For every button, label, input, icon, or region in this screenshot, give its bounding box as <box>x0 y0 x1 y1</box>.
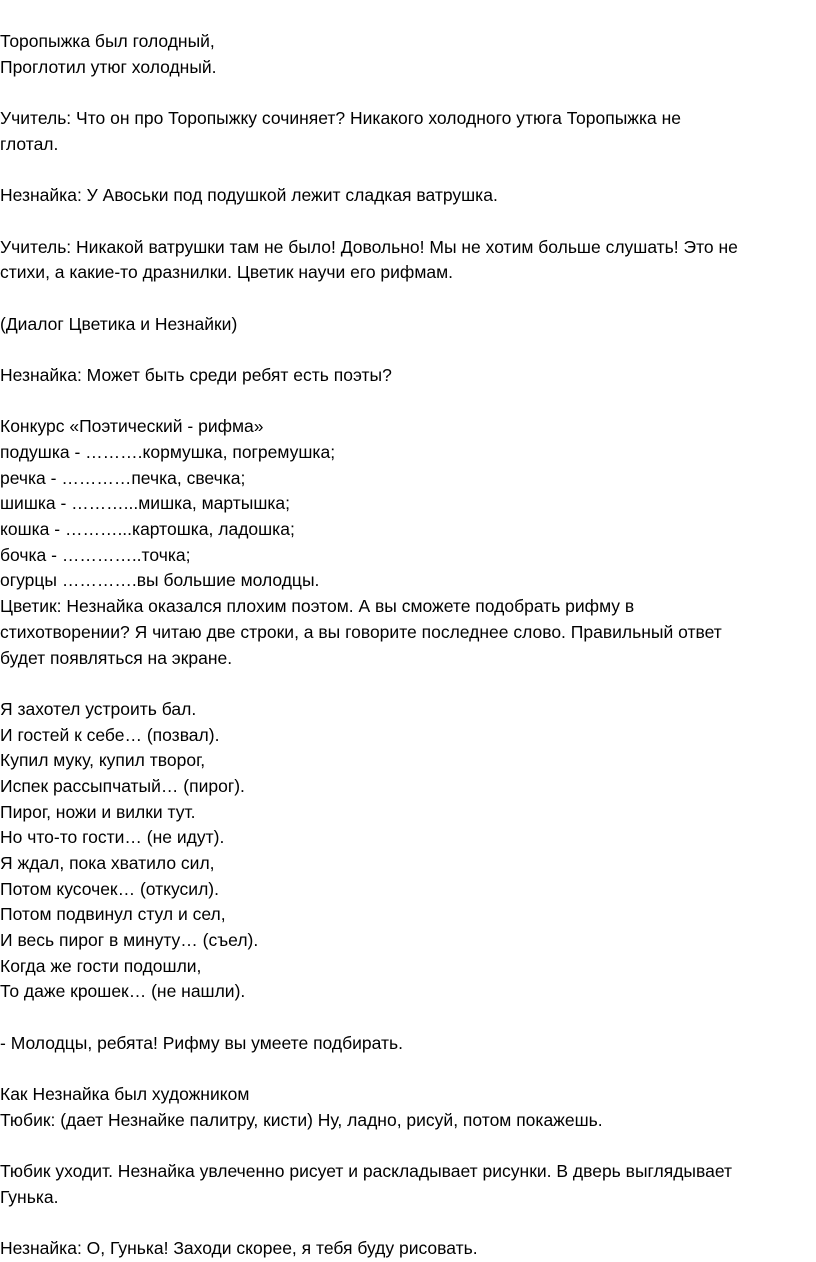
blank-line <box>0 286 814 312</box>
text-line: Учитель: Никакой ватрушки там не было! Довольно! Мы не хотим больше слушать! Это не <box>0 236 738 257</box>
blank-line <box>0 80 814 106</box>
text-line: речка - …………печка, свечка; <box>0 467 246 488</box>
text-line: Незнайка: У Авоськи под подушкой лежит сладкая ватрушка. <box>0 185 498 206</box>
text-line: Как Незнайка был художником <box>0 1084 250 1105</box>
blank-line <box>0 337 814 363</box>
blank-line <box>0 1005 814 1031</box>
text-line: Тюбик уходит. Незнайка увлеченно рисует и раскладывает рисунки. В дверь выглядывает <box>0 1161 733 1182</box>
text-line: И весь пирог в минуту… (съел). <box>0 930 259 951</box>
text-line: Незнайка: О, Гунька! Заходи скорее, я тебя буду рисовать. <box>0 1238 478 1259</box>
text-line: (Диалог Цветика и Незнайки) <box>0 313 238 334</box>
text-line: стихи, а какие-то дразнилки. Цветик научи его рифмам. <box>0 262 453 283</box>
blank-line <box>0 1057 814 1083</box>
text-line: Когда же гости подошли, <box>0 955 202 976</box>
text-line: Но что-то гости… (не идут). <box>0 827 225 848</box>
blank-line <box>0 671 814 697</box>
text-line: Цветик: Незнайка оказался плохим поэтом. А вы сможете подобрать рифму в <box>0 596 635 617</box>
blank-line <box>0 1211 814 1237</box>
blank-line <box>0 209 814 235</box>
document-body <box>0 29 814 1262</box>
text-line: бочка - …………..точка; <box>0 544 191 565</box>
text-line: Испек рассыпчатый… (пирог). <box>0 775 245 796</box>
text-line: Потом подвинул стул и сел, <box>0 904 226 925</box>
text-line: Купил муку, купил творог, <box>0 750 206 771</box>
text-line: огурцы ………….вы большие молодцы. <box>0 570 320 591</box>
text-line: Конкурс «Поэтический - рифма» <box>0 416 264 437</box>
blank-line <box>0 389 814 415</box>
text-line: И гостей к себе… (позвал). <box>0 724 220 745</box>
text-line: Потом кусочек… (откусил). <box>0 878 219 899</box>
text-line: Торопыжка был голодный, <box>0 31 215 51</box>
text-line: Проглотил утюг холодный. <box>0 56 217 77</box>
text-line: Я ждал, пока хватило сил, <box>0 853 215 873</box>
text-line: То даже крошек… (не нашли). <box>0 981 246 1002</box>
text-line: кошка - ………...картошка, ладошка; <box>0 519 295 540</box>
text-line: - Молодцы, ребята! Рифму вы умеете подбирать. <box>0 1032 403 1053</box>
text-line: шишка - ………...мишка, мартышка; <box>0 493 290 514</box>
text-line: стихотворении? Я читаю две строки, а вы говорите последнее слово. Правильный ответ <box>0 621 722 642</box>
text-line: Тюбик: (дает Незнайке палитру, кисти) Ну, ладно, рисуй, потом покажешь. <box>0 1109 603 1130</box>
text-line: будет появляться на экране. <box>0 647 233 668</box>
text-line: Пирог, ножи и вилки тут. <box>0 801 196 822</box>
text-line: глотал. <box>0 133 59 154</box>
text-line: Учитель: Что он про Торопыжку сочиняет? Никакого холодного утюга Торопыжка не <box>0 108 682 129</box>
blank-line <box>0 157 814 183</box>
text-line: подушка - ……….кормушка, погремушка; <box>0 442 336 462</box>
blank-line <box>0 1134 814 1160</box>
text-line: Незнайка: Может быть среди ребят есть поэты? <box>0 364 392 385</box>
text-line: Гунька. <box>0 1186 59 1207</box>
text-line: Я захотел устроить бал. <box>0 698 197 719</box>
